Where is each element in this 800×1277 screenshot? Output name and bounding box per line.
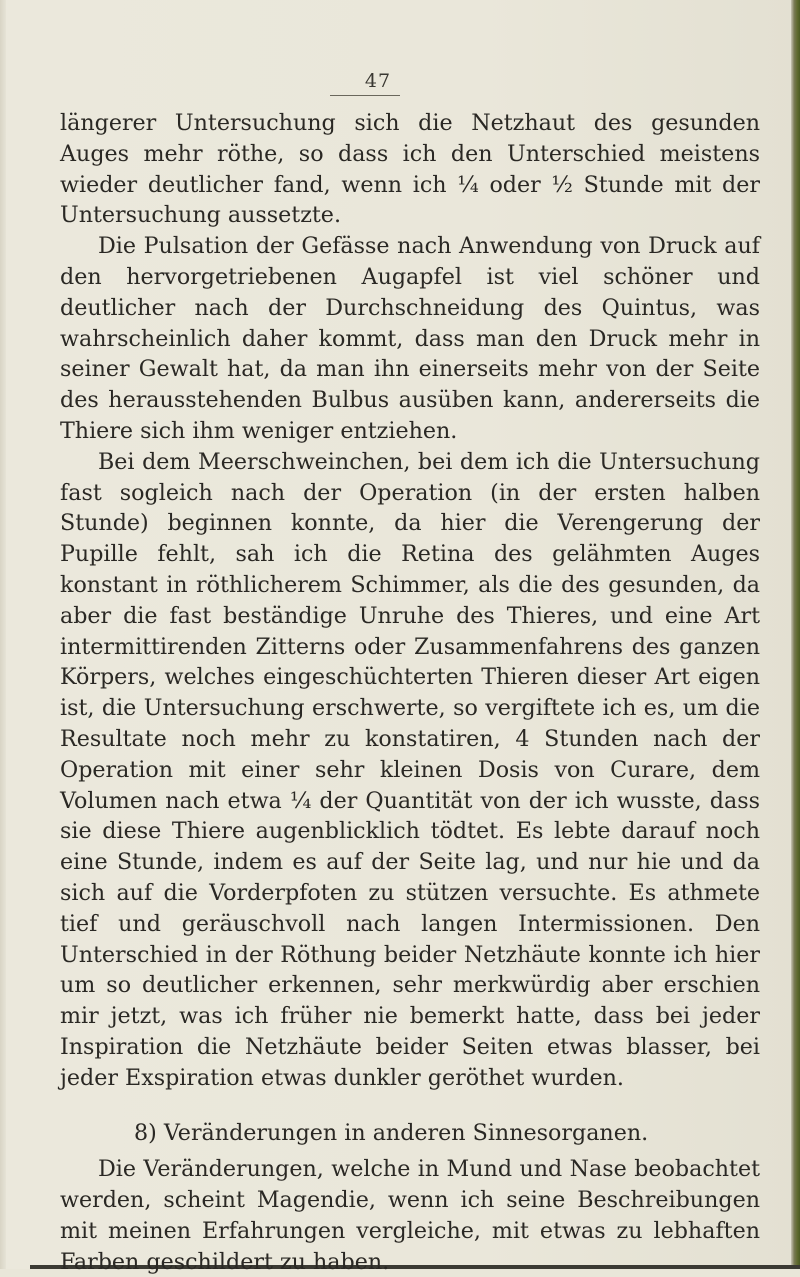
paragraph-sense-organs: Die Veränderungen, welche in Mund und Nase beobachtet werden, scheint Magendie, wenn ich seine Beschreibungen mit meinen Erfahrungen vergleiche, mit etwas zu lebhaften Farben geschildert zu haben.	[60, 1156, 760, 1275]
page-number-rule	[330, 95, 400, 96]
paragraph-continuation: längerer Untersuchung sich die Netzhaut des gesunden Auges mehr röthe, so dass ich den Unterschied meistens wieder deutlicher fand, wenn ich ¼ oder ½ Stunde mit der Untersuchung aussetzte.	[60, 110, 760, 229]
paragraph-guinea-pig: Bei dem Meerschweinchen, bei dem ich die Untersuchung fast sogleich nach der Operation (in der ersten halben Stunde) beginnen konnte, da hier die Verengerung der Pupille fehlt, sah ich die Retina des gelähmten Auges konstant in röthlicherem Schimmer, als die des gesunden, da aber die fast beständige Unruhe des Thieres, und eine Art intermittirenden Zitterns oder Zusammenfahrens des ganzen Körpers, welches eingeschüchterten Thieren dieser Art eigen ist, die Untersuchung erschwerte, so vergiftete ich es, um die Resultate noch mehr zu konstatiren, 4 Stunden nach der Operation mit einer sehr kleinen Dosis von Curare, dem Volumen nach etwa ¼ der Quantität von der ich wusste, dass sie diese Thiere augenblicklich tödtet. Es lebte darauf noch eine Stunde, indem es auf der Seite lag, und nur hie und da sich auf die Vorderpfoten zu stützen versuchte. Es athmete tief und geräuschvoll nach langen Intermissionen. Den Unterschied in der Röthung beider Netzhäute konnte ich hier um so deutlicher erkennen, sehr merkwürdig aber erschien mir jetzt, was ich früher nie bemerkt hatte, dass bei jeder Inspiration die Netzhäute beider Seiten etwas blasser, bei jeder Exspiration etwas dunkler geröthet wurden.	[60, 448, 760, 1091]
paragraph-pulsation: Die Pulsation der Gefässe nach Anwendung von Druck auf den hervorgetriebenen Augapfel ist viel schöner und deutlicher nach der Durchschneidung des Quintus, was wahrscheinlich daher kommt, dass man den Druck mehr in seiner Gewalt hat, da man ihn einerseits mehr von der Seite des herausstehenden Bulbus ausüben kann, andererseits die Thiere sich ihm weniger entziehen.	[60, 233, 760, 444]
page-left-edge	[0, 0, 6, 1269]
page-right-edge	[791, 0, 800, 1269]
page-number: 47	[364, 70, 392, 92]
body-text	[60, 108, 760, 1277]
section-heading: 8) Veränderungen in anderen Sinnesorganen.	[134, 1119, 649, 1146]
